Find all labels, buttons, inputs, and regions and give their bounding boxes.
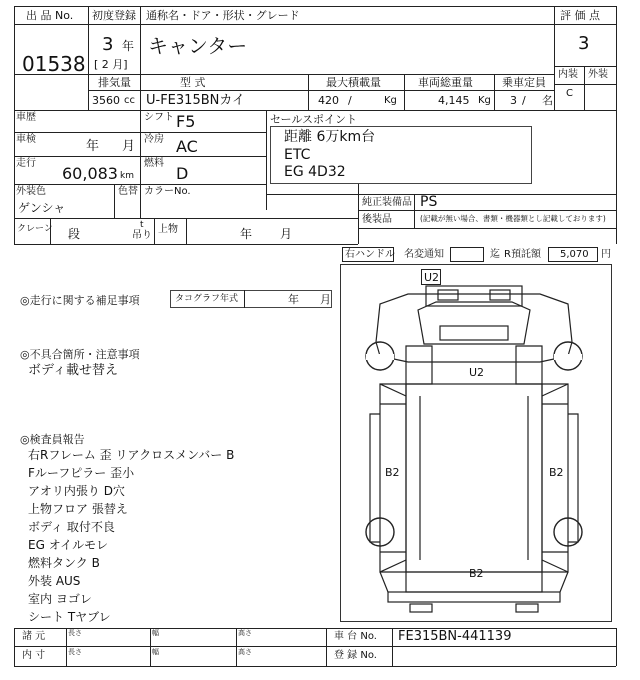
rating-value: 3 [578,33,590,54]
interior-grade-label: 内装 [558,69,578,80]
aftermarket-note: (記載が無い場合、書類・機器類とし記載しております) [420,214,606,223]
deck-label: 上物 [158,224,178,235]
inspector-line-9: 室内 ヨゴレ [28,592,92,606]
shift-value: F5 [176,112,196,131]
capacity-label: 乗車定員 [502,76,546,89]
inspector-line-5: ボディ 取付不良 [28,520,115,534]
r-tax-value: 5,070 [560,249,589,260]
capacity-unit: 名 [542,94,553,107]
sales-line-2: ETC [284,147,311,163]
inspector-line-3: アオリ内張り D穴 [28,484,125,498]
ac-label: 冷房 [144,134,164,145]
interior-dimensions-label: 内 寸 [22,650,46,661]
genuine-equipment-label: 純正装備品 [362,197,412,208]
name-change-label: 名変通知 [404,249,444,260]
name-grade-label: 通称名・ドア・形状・グレード [146,9,300,22]
inspector-line-10: シート Tヤブレ [28,610,111,624]
capacity-value: 3 [510,94,517,107]
ext-color-value: ゲンシャ [18,201,66,215]
year-unit: 年 [122,39,135,53]
deck-year: 年 [240,227,253,241]
shift-label: シフト [144,112,174,123]
history-label: 車歴 [16,112,36,123]
dim-height-label: 高さ [238,629,252,637]
tacho-label: タコグラフ年式 [175,294,239,304]
chassis-no-value: FE315BN-441139 [398,629,512,644]
defects-label: ◎不具合箇所・注意事項 [20,348,140,361]
max-load-slash: / [348,94,352,107]
ac-value: AC [176,137,198,156]
chassis-no-label: 車 台 No. [334,631,377,642]
exterior-grade-label: 外装 [588,69,608,80]
right-hand-label: 右ハンドル [345,249,395,260]
max-load-value: 420 [318,94,339,107]
displacement-unit: cc [124,95,135,106]
inspection-label: 車検 [16,134,36,145]
registration-no-label: 登 録 No. [334,650,377,661]
inspector-line-7: 燃料タンク B [28,556,100,570]
lot-no-label: 出 品 No. [26,9,74,22]
year-value: 3 [102,34,114,55]
tacho-month: 月 [320,293,331,306]
gross-weight-value: 4,145 [438,94,470,107]
deck-month: 月 [280,227,293,241]
inspector-line-2: Fルーフピラー 歪小 [28,466,135,480]
int-width-label: 幅 [152,648,159,656]
dim-width-label: 幅 [152,629,159,637]
inspector-line-4: 上物フロア 張替え [28,502,128,516]
damage-diagram [340,264,612,622]
max-load-unit: Kg [384,95,397,106]
inspector-label: ◎検査員報告 [20,433,85,446]
u2-roof-label: U2 [424,271,440,284]
dim-length-label: 長さ [68,629,82,637]
color-change-label: 色替 [118,186,138,197]
b2-rear-label: B2 [469,567,484,580]
inspection-month: 月 [122,139,136,154]
car-name: キャンター [148,34,248,58]
aftermarket-label: 後装品 [362,214,392,225]
model-label: 型 式 [180,76,206,89]
supplement-label: ◎走行に関する補足事項 [20,294,140,307]
first-reg-label: 初度登録 [92,9,136,22]
sales-line-3: EG 4D32 [284,164,346,180]
ext-color-label: 外装色 [16,186,46,197]
max-load-label: 最大積載量 [326,76,381,89]
month-value: [ 2 月] [94,58,128,71]
dimensions-label: 諸 元 [22,631,46,642]
b2-left-label: B2 [385,466,400,479]
crane-hanging: 吊り [132,230,152,241]
inspector-line-8: 外装 AUS [28,574,81,588]
b2-right-label: B2 [549,466,564,479]
mileage-value: 60,083 [62,164,118,183]
inspector-line-6: EG オイルモレ [28,538,109,552]
displacement-label: 排気量 [98,76,131,89]
r-tax-label: R預託額 [504,249,541,260]
int-height-label: 高さ [238,648,252,656]
model-value: U-FE315BNカイ [146,93,245,108]
tacho-year: 年 [288,293,299,306]
crane-t: t [140,220,144,230]
mileage-unit: km [120,171,134,181]
fuel-value: D [176,164,189,183]
genuine-equipment-value: PS [420,194,438,210]
color-no-label: カラーNo. [144,186,191,197]
name-change-box [450,247,484,262]
mileage-label: 走行 [16,158,36,169]
gross-weight-unit: Kg [478,95,491,106]
lot-number: 01538 [22,52,86,76]
crane-label: クレーン [17,224,53,234]
u2-cab-label: U2 [469,366,485,379]
gross-weight-label: 車両総重量 [418,76,473,89]
inspector-line-1: 右Rフレーム 歪 リアクロスメンバー B [28,448,235,462]
interior-grade-value: C [566,88,573,99]
inspection-year: 年 [86,139,100,154]
sales-line-1: 距離 6万km台 [284,129,376,145]
yen-label: 円 [601,249,611,260]
due-label: 迄 [490,249,500,260]
defects-line-1: ボディ載せ替え [28,363,118,378]
int-length-label: 長さ [68,648,82,656]
sales-point-label: セールスポイント [270,113,358,126]
displacement-value: 3560 [92,94,120,107]
capacity-slash: / [522,94,526,107]
rating-label: 評 価 点 [560,9,600,22]
fuel-label: 燃料 [144,158,164,169]
crane-step: 段 [68,227,81,241]
